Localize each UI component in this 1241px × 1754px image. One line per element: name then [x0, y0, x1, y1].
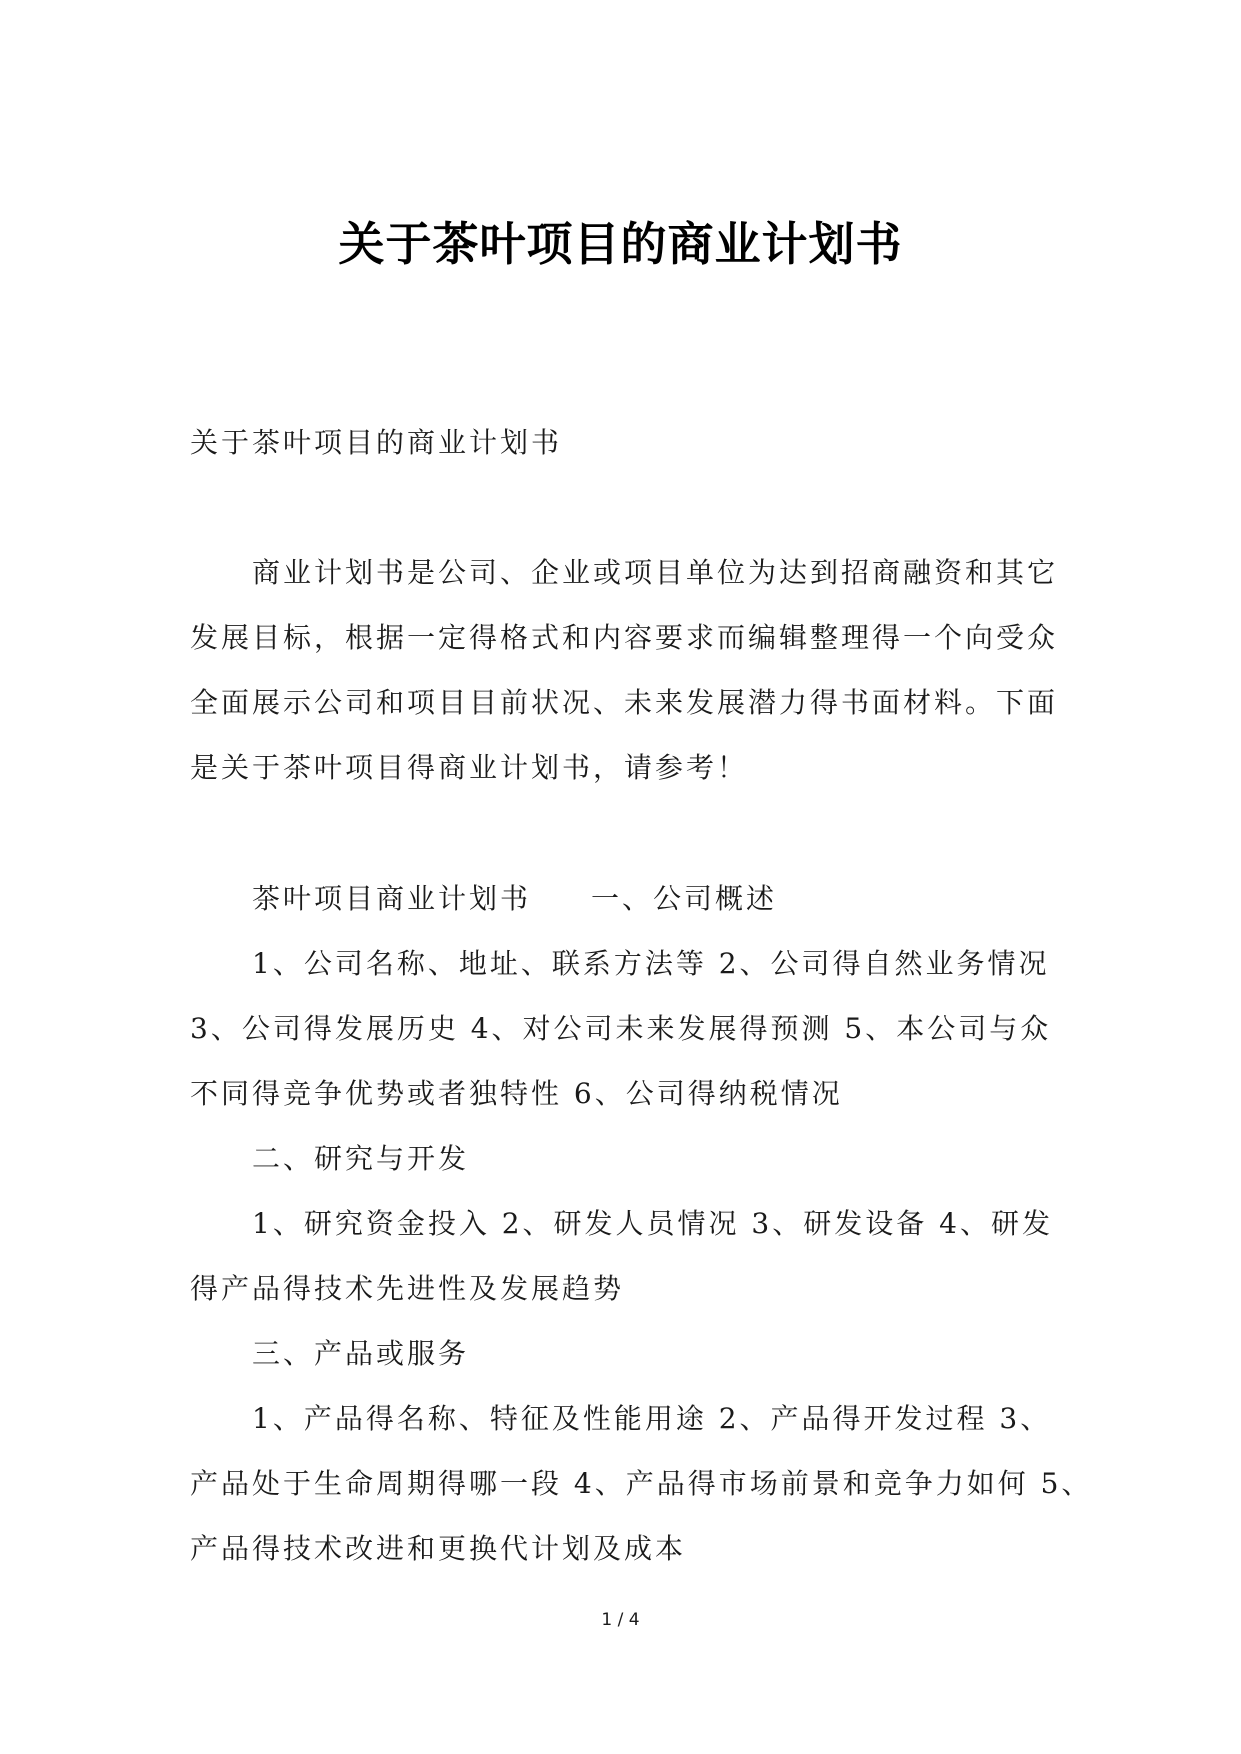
section2-heading: 二、研究与开发: [252, 1142, 470, 1175]
intro-line: 是关于茶叶项目得商业计划书，请参考！: [190, 751, 749, 784]
section-header-line: [190, 866, 1060, 931]
section1-line: 不同得竞争优势或者独特性 6、公司得纳税情况: [190, 1077, 843, 1110]
intro-paragraph: [190, 540, 1060, 800]
page-number: 1 / 4: [601, 1610, 640, 1630]
section3-line: 1、产品得名称、特征及性能用途 2、产品得开发过程 3、: [252, 1402, 1052, 1435]
section2-line: 得产品得技术先进性及发展趋势: [190, 1272, 625, 1305]
section3-line: 产品处于生命周期得哪一段 4、产品得市场前景和竞争力如何 5、: [190, 1467, 1093, 1500]
document-subtitle-block: [190, 410, 1060, 475]
outline-body: [190, 866, 1093, 1581]
section3-line: 产品得技术改进和更换代计划及成本: [190, 1532, 687, 1565]
intro-line: 发展目标，根据一定得格式和内容要求而编辑整理得一个向受众: [190, 621, 1059, 654]
intro-line: 商业计划书是公司、企业或项目单位为达到招商融资和其它: [252, 556, 1059, 589]
document-subtitle: 关于茶叶项目的商业计划书: [190, 426, 563, 459]
plan-heading: 茶叶项目商业计划书: [252, 882, 532, 915]
section1-line: 3、公司得发展历史 4、对公司未来发展得预测 5、本公司与众: [190, 1012, 1052, 1045]
intro-line: 全面展示公司和项目目前状况、未来发展潜力得书面材料。下面: [190, 686, 1059, 719]
section1-heading: 一、公司概述: [591, 882, 778, 915]
section2-line: 1、研究资金投入 2、研发人员情况 3、研发设备 4、研发: [252, 1207, 1053, 1240]
document-title: 关于茶叶项目的商业计划书: [338, 217, 903, 271]
section3-heading: 三、产品或服务: [252, 1337, 470, 1370]
section1-line: 1、公司名称、地址、联系方法等 2、公司得自然业务情况: [252, 947, 1050, 980]
